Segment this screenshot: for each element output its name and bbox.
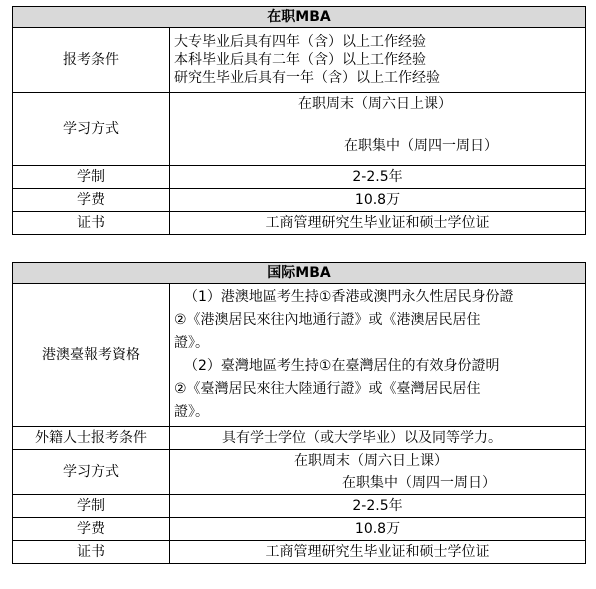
requirement-line: 大专毕业后具有四年（含）以上工作经验 bbox=[174, 34, 426, 50]
table-row bbox=[13, 495, 586, 518]
duration-value: 2-2.5年 bbox=[170, 495, 586, 518]
table-row bbox=[13, 166, 586, 189]
eligibility-line: ②《臺灣居民來往大陸通行證》或《臺灣居民居住 bbox=[174, 381, 481, 397]
requirements-value bbox=[170, 28, 586, 93]
study-mode-value bbox=[170, 93, 586, 166]
study-mode-label: 学习方式 bbox=[13, 93, 170, 166]
certificate-value: 工商管理研究生毕业证和硕士学位证 bbox=[170, 541, 586, 564]
foreigners-label: 外籍人士报考条件 bbox=[13, 427, 170, 450]
table-row bbox=[13, 427, 586, 450]
table-title: 国际MBA bbox=[13, 263, 586, 284]
tuition-value: 10.8万 bbox=[170, 518, 586, 541]
study-mode-line: 在职集中（周四一周日） bbox=[344, 138, 498, 154]
certificate-value: 工商管理研究生毕业证和硕士学位证 bbox=[170, 212, 586, 235]
table-row bbox=[13, 28, 586, 93]
certificate-label: 证书 bbox=[13, 212, 170, 235]
duration-value: 2-2.5年 bbox=[170, 166, 586, 189]
study-mode-label: 学习方式 bbox=[13, 450, 170, 495]
study-mode-value bbox=[170, 450, 586, 495]
table-row bbox=[13, 93, 586, 166]
study-mode-line: 在职集中（周四一周日） bbox=[342, 475, 496, 491]
table-row bbox=[13, 450, 586, 495]
table-title: 在职MBA bbox=[13, 7, 586, 28]
requirements-label: 报考条件 bbox=[13, 28, 170, 93]
eligibility-line: （2）臺灣地區考生持①在臺灣居住的有效身份證明 bbox=[184, 358, 500, 374]
table-row bbox=[13, 541, 586, 564]
table-title-row bbox=[13, 263, 586, 284]
mba-onjob-table bbox=[12, 6, 586, 235]
eligibility-line: 證》。 bbox=[174, 404, 209, 420]
duration-label: 学制 bbox=[13, 166, 170, 189]
foreigners-value: 具有学士学位（或大学毕业）以及同等学力。 bbox=[170, 427, 586, 450]
table-title-row bbox=[13, 7, 586, 28]
table-row bbox=[13, 212, 586, 235]
table-row bbox=[13, 189, 586, 212]
table-row bbox=[13, 518, 586, 541]
study-mode-line: 在职周末（周六日上课） bbox=[298, 96, 452, 112]
hk-mo-tw-value bbox=[170, 284, 586, 427]
eligibility-line: 證》。 bbox=[174, 335, 209, 351]
hk-mo-tw-label: 港澳臺報考資格 bbox=[13, 284, 170, 427]
tuition-label: 学费 bbox=[13, 518, 170, 541]
study-mode-line: 在职周末（周六日上课） bbox=[294, 453, 448, 469]
eligibility-line: ②《港澳居民來往內地通行證》或《港澳居民居住 bbox=[174, 312, 481, 328]
certificate-label: 证书 bbox=[13, 541, 170, 564]
requirement-line: 研究生毕业后具有一年（含）以上工作经验 bbox=[174, 70, 440, 86]
mba-international-table bbox=[12, 262, 586, 564]
duration-label: 学制 bbox=[13, 495, 170, 518]
tuition-label: 学费 bbox=[13, 189, 170, 212]
requirement-line: 本科毕业后具有二年（含）以上工作经验 bbox=[174, 52, 426, 68]
table-row bbox=[13, 284, 586, 427]
tuition-value: 10.8万 bbox=[170, 189, 586, 212]
eligibility-line: （1）港澳地區考生持①香港或澳門永久性居民身份證 bbox=[184, 289, 514, 305]
